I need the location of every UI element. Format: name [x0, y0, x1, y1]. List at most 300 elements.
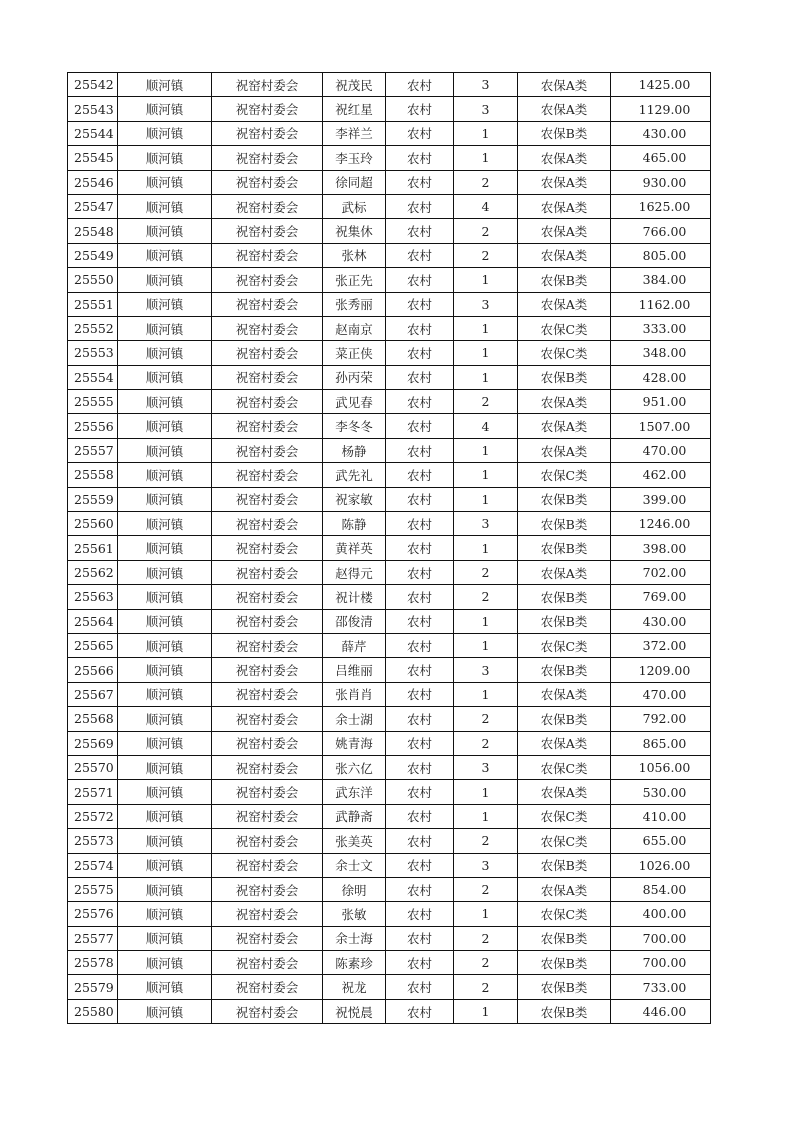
- table-row: [68, 170, 711, 194]
- village-committee-cell: 祝窑村委会: [212, 877, 323, 901]
- table-row: [68, 755, 711, 779]
- village-committee-cell: 祝窑村委会: [212, 829, 323, 853]
- village-committee-cell: 祝窑村委会: [212, 121, 323, 145]
- record-id-cell: 25566: [68, 658, 118, 682]
- table-row: [68, 853, 711, 877]
- town-cell: 顺河镇: [118, 609, 212, 633]
- town-cell: 顺河镇: [118, 707, 212, 731]
- town-cell: 顺河镇: [118, 487, 212, 511]
- insurance-category-cell: 农保B类: [518, 585, 611, 609]
- record-id-cell: 25555: [68, 390, 118, 414]
- village-committee-cell: 祝窑村委会: [212, 975, 323, 999]
- record-id-cell: 25542: [68, 73, 118, 97]
- insurance-category-cell: 农保B类: [518, 536, 611, 560]
- insurance-category-cell: 农保B类: [518, 121, 611, 145]
- table-row: [68, 487, 711, 511]
- person-name-cell: 武先礼: [323, 463, 386, 487]
- household-count-cell: 2: [454, 951, 518, 975]
- town-cell: 顺河镇: [118, 780, 212, 804]
- household-count-cell: 4: [454, 414, 518, 438]
- household-count-cell: 1: [454, 780, 518, 804]
- town-cell: 顺河镇: [118, 829, 212, 853]
- household-count-cell: 1: [454, 682, 518, 706]
- table-row: [68, 341, 711, 365]
- amount-cell: 854.00: [611, 877, 711, 901]
- record-id-cell: 25578: [68, 951, 118, 975]
- household-count-cell: 2: [454, 829, 518, 853]
- insurance-category-cell: 农保A类: [518, 877, 611, 901]
- amount-cell: 700.00: [611, 951, 711, 975]
- area-type-cell: 农村: [386, 243, 454, 267]
- table-row: [68, 365, 711, 389]
- amount-cell: 470.00: [611, 438, 711, 462]
- area-type-cell: 农村: [386, 487, 454, 511]
- table-row: [68, 73, 711, 97]
- amount-cell: 1209.00: [611, 658, 711, 682]
- person-name-cell: 李祥兰: [323, 121, 386, 145]
- table-row: [68, 414, 711, 438]
- insurance-category-cell: 农保B类: [518, 365, 611, 389]
- town-cell: 顺河镇: [118, 926, 212, 950]
- town-cell: 顺河镇: [118, 877, 212, 901]
- person-name-cell: 徐同超: [323, 170, 386, 194]
- area-type-cell: 农村: [386, 97, 454, 121]
- town-cell: 顺河镇: [118, 365, 212, 389]
- record-id-cell: 25571: [68, 780, 118, 804]
- household-count-cell: 2: [454, 219, 518, 243]
- household-count-cell: 2: [454, 585, 518, 609]
- town-cell: 顺河镇: [118, 902, 212, 926]
- household-count-cell: 3: [454, 292, 518, 316]
- village-committee-cell: 祝窑村委会: [212, 341, 323, 365]
- town-cell: 顺河镇: [118, 658, 212, 682]
- record-id-cell: 25573: [68, 829, 118, 853]
- area-type-cell: 农村: [386, 316, 454, 340]
- village-committee-cell: 祝窑村委会: [212, 97, 323, 121]
- record-id-cell: 25547: [68, 194, 118, 218]
- town-cell: 顺河镇: [118, 243, 212, 267]
- insurance-category-cell: 农保A类: [518, 292, 611, 316]
- village-committee-cell: 祝窑村委会: [212, 390, 323, 414]
- amount-cell: 430.00: [611, 609, 711, 633]
- insurance-category-cell: 农保C类: [518, 633, 611, 657]
- area-type-cell: 农村: [386, 780, 454, 804]
- area-type-cell: 农村: [386, 170, 454, 194]
- table-row: [68, 146, 711, 170]
- table-row: [68, 633, 711, 657]
- amount-cell: 655.00: [611, 829, 711, 853]
- town-cell: 顺河镇: [118, 951, 212, 975]
- area-type-cell: 农村: [386, 219, 454, 243]
- table-row: [68, 780, 711, 804]
- table-row: [68, 438, 711, 462]
- record-id-cell: 25567: [68, 682, 118, 706]
- record-id-cell: 25575: [68, 877, 118, 901]
- insurance-category-cell: 农保C类: [518, 316, 611, 340]
- amount-cell: 1129.00: [611, 97, 711, 121]
- amount-cell: 733.00: [611, 975, 711, 999]
- village-committee-cell: 祝窑村委会: [212, 194, 323, 218]
- household-count-cell: 1: [454, 804, 518, 828]
- table-row: [68, 829, 711, 853]
- household-count-cell: 3: [454, 512, 518, 536]
- household-count-cell: 1: [454, 365, 518, 389]
- person-name-cell: 武见春: [323, 390, 386, 414]
- village-committee-cell: 祝窑村委会: [212, 853, 323, 877]
- amount-cell: 372.00: [611, 633, 711, 657]
- table-row: [68, 268, 711, 292]
- table-row: [68, 877, 711, 901]
- area-type-cell: 农村: [386, 877, 454, 901]
- area-type-cell: 农村: [386, 999, 454, 1023]
- amount-cell: 702.00: [611, 560, 711, 584]
- record-id-cell: 25562: [68, 560, 118, 584]
- area-type-cell: 农村: [386, 633, 454, 657]
- record-id-cell: 25557: [68, 438, 118, 462]
- household-count-cell: 2: [454, 390, 518, 414]
- insurance-category-cell: 农保A类: [518, 243, 611, 267]
- insurance-category-cell: 农保C类: [518, 755, 611, 779]
- area-type-cell: 农村: [386, 121, 454, 145]
- record-id-cell: 25548: [68, 219, 118, 243]
- household-count-cell: 1: [454, 902, 518, 926]
- insurance-category-cell: 农保A类: [518, 780, 611, 804]
- household-count-cell: 1: [454, 463, 518, 487]
- town-cell: 顺河镇: [118, 853, 212, 877]
- town-cell: 顺河镇: [118, 170, 212, 194]
- area-type-cell: 农村: [386, 512, 454, 536]
- amount-cell: 400.00: [611, 902, 711, 926]
- person-name-cell: 祝计楼: [323, 585, 386, 609]
- village-committee-cell: 祝窑村委会: [212, 463, 323, 487]
- insurance-category-cell: 农保B类: [518, 487, 611, 511]
- area-type-cell: 农村: [386, 341, 454, 365]
- amount-cell: 399.00: [611, 487, 711, 511]
- record-id-cell: 25543: [68, 97, 118, 121]
- household-count-cell: 1: [454, 999, 518, 1023]
- town-cell: 顺河镇: [118, 316, 212, 340]
- record-id-cell: 25545: [68, 146, 118, 170]
- town-cell: 顺河镇: [118, 536, 212, 560]
- insurance-category-cell: 农保A类: [518, 682, 611, 706]
- insurance-category-cell: 农保A类: [518, 414, 611, 438]
- table-row: [68, 585, 711, 609]
- amount-cell: 470.00: [611, 682, 711, 706]
- amount-cell: 930.00: [611, 170, 711, 194]
- town-cell: 顺河镇: [118, 268, 212, 292]
- household-count-cell: 2: [454, 975, 518, 999]
- record-id-cell: 25552: [68, 316, 118, 340]
- village-committee-cell: 祝窑村委会: [212, 268, 323, 292]
- village-committee-cell: 祝窑村委会: [212, 414, 323, 438]
- person-name-cell: 张林: [323, 243, 386, 267]
- insurance-category-cell: 农保C类: [518, 804, 611, 828]
- record-id-cell: 25556: [68, 414, 118, 438]
- area-type-cell: 农村: [386, 146, 454, 170]
- amount-cell: 805.00: [611, 243, 711, 267]
- village-committee-cell: 祝窑村委会: [212, 536, 323, 560]
- person-name-cell: 吕维丽: [323, 658, 386, 682]
- household-count-cell: 1: [454, 316, 518, 340]
- person-name-cell: 赵南京: [323, 316, 386, 340]
- amount-cell: 410.00: [611, 804, 711, 828]
- town-cell: 顺河镇: [118, 414, 212, 438]
- amount-cell: 1246.00: [611, 512, 711, 536]
- town-cell: 顺河镇: [118, 121, 212, 145]
- village-committee-cell: 祝窑村委会: [212, 146, 323, 170]
- person-name-cell: 徐明: [323, 877, 386, 901]
- insurance-category-cell: 农保C类: [518, 463, 611, 487]
- household-count-cell: 2: [454, 877, 518, 901]
- person-name-cell: 余士文: [323, 853, 386, 877]
- table-row: [68, 194, 711, 218]
- record-id-cell: 25561: [68, 536, 118, 560]
- amount-cell: 333.00: [611, 316, 711, 340]
- village-committee-cell: 祝窑村委会: [212, 512, 323, 536]
- record-id-cell: 25550: [68, 268, 118, 292]
- household-count-cell: 1: [454, 146, 518, 170]
- household-count-cell: 2: [454, 560, 518, 584]
- person-name-cell: 张六亿: [323, 755, 386, 779]
- town-cell: 顺河镇: [118, 292, 212, 316]
- village-committee-cell: 祝窑村委会: [212, 292, 323, 316]
- village-committee-cell: 祝窑村委会: [212, 170, 323, 194]
- person-name-cell: 祝茂民: [323, 73, 386, 97]
- record-id-cell: 25576: [68, 902, 118, 926]
- person-name-cell: 菜正侠: [323, 341, 386, 365]
- insurance-category-cell: 农保A类: [518, 146, 611, 170]
- town-cell: 顺河镇: [118, 390, 212, 414]
- amount-cell: 700.00: [611, 926, 711, 950]
- insurance-category-cell: 农保B类: [518, 975, 611, 999]
- village-committee-cell: 祝窑村委会: [212, 438, 323, 462]
- household-count-cell: 2: [454, 243, 518, 267]
- record-id-cell: 25577: [68, 926, 118, 950]
- record-id-cell: 25572: [68, 804, 118, 828]
- area-type-cell: 农村: [386, 658, 454, 682]
- table-row: [68, 731, 711, 755]
- village-committee-cell: 祝窑村委会: [212, 658, 323, 682]
- household-count-cell: 1: [454, 438, 518, 462]
- village-committee-cell: 祝窑村委会: [212, 487, 323, 511]
- record-id-cell: 25569: [68, 731, 118, 755]
- table-row: [68, 682, 711, 706]
- table-row: [68, 97, 711, 121]
- insurance-category-cell: 农保A类: [518, 560, 611, 584]
- table-row: [68, 316, 711, 340]
- area-type-cell: 农村: [386, 902, 454, 926]
- village-committee-cell: 祝窑村委会: [212, 682, 323, 706]
- insurance-category-cell: 农保B类: [518, 658, 611, 682]
- town-cell: 顺河镇: [118, 999, 212, 1023]
- person-name-cell: 陈素珍: [323, 951, 386, 975]
- amount-cell: 465.00: [611, 146, 711, 170]
- amount-cell: 865.00: [611, 731, 711, 755]
- person-name-cell: 武标: [323, 194, 386, 218]
- roster-table: [67, 72, 711, 1024]
- record-id-cell: 25560: [68, 512, 118, 536]
- town-cell: 顺河镇: [118, 438, 212, 462]
- table-row: [68, 975, 711, 999]
- village-committee-cell: 祝窑村委会: [212, 731, 323, 755]
- area-type-cell: 农村: [386, 438, 454, 462]
- record-id-cell: 25559: [68, 487, 118, 511]
- record-id-cell: 25570: [68, 755, 118, 779]
- household-count-cell: 1: [454, 341, 518, 365]
- amount-cell: 769.00: [611, 585, 711, 609]
- record-id-cell: 25574: [68, 853, 118, 877]
- insurance-category-cell: 农保A类: [518, 731, 611, 755]
- amount-cell: 1425.00: [611, 73, 711, 97]
- person-name-cell: 武静斋: [323, 804, 386, 828]
- insurance-category-cell: 农保A类: [518, 390, 611, 414]
- person-name-cell: 姚青海: [323, 731, 386, 755]
- village-committee-cell: 祝窑村委会: [212, 365, 323, 389]
- person-name-cell: 李冬冬: [323, 414, 386, 438]
- record-id-cell: 25580: [68, 999, 118, 1023]
- area-type-cell: 农村: [386, 194, 454, 218]
- person-name-cell: 张秀丽: [323, 292, 386, 316]
- town-cell: 顺河镇: [118, 975, 212, 999]
- table-row: [68, 609, 711, 633]
- town-cell: 顺河镇: [118, 146, 212, 170]
- town-cell: 顺河镇: [118, 633, 212, 657]
- person-name-cell: 祝集休: [323, 219, 386, 243]
- household-count-cell: 1: [454, 268, 518, 292]
- insurance-category-cell: 农保C类: [518, 902, 611, 926]
- person-name-cell: 祝龙: [323, 975, 386, 999]
- insurance-category-cell: 农保B类: [518, 268, 611, 292]
- household-count-cell: 2: [454, 707, 518, 731]
- table-row: [68, 926, 711, 950]
- village-committee-cell: 祝窑村委会: [212, 902, 323, 926]
- town-cell: 顺河镇: [118, 73, 212, 97]
- record-id-cell: 25558: [68, 463, 118, 487]
- insurance-category-cell: 农保C类: [518, 829, 611, 853]
- record-id-cell: 25553: [68, 341, 118, 365]
- amount-cell: 792.00: [611, 707, 711, 731]
- person-name-cell: 张正先: [323, 268, 386, 292]
- table-row: [68, 219, 711, 243]
- household-count-cell: 2: [454, 731, 518, 755]
- amount-cell: 766.00: [611, 219, 711, 243]
- table-row: [68, 804, 711, 828]
- person-name-cell: 祝悦晨: [323, 999, 386, 1023]
- household-count-cell: 1: [454, 536, 518, 560]
- amount-cell: 1625.00: [611, 194, 711, 218]
- area-type-cell: 农村: [386, 707, 454, 731]
- insurance-category-cell: 农保B类: [518, 609, 611, 633]
- area-type-cell: 农村: [386, 365, 454, 389]
- record-id-cell: 25546: [68, 170, 118, 194]
- village-committee-cell: 祝窑村委会: [212, 219, 323, 243]
- area-type-cell: 农村: [386, 755, 454, 779]
- village-committee-cell: 祝窑村委会: [212, 755, 323, 779]
- record-id-cell: 25579: [68, 975, 118, 999]
- village-committee-cell: 祝窑村委会: [212, 316, 323, 340]
- town-cell: 顺河镇: [118, 731, 212, 755]
- person-name-cell: 余士海: [323, 926, 386, 950]
- area-type-cell: 农村: [386, 292, 454, 316]
- town-cell: 顺河镇: [118, 341, 212, 365]
- household-count-cell: 2: [454, 170, 518, 194]
- person-name-cell: 陈静: [323, 512, 386, 536]
- insurance-category-cell: 农保B类: [518, 951, 611, 975]
- area-type-cell: 农村: [386, 585, 454, 609]
- area-type-cell: 农村: [386, 951, 454, 975]
- village-committee-cell: 祝窑村委会: [212, 707, 323, 731]
- area-type-cell: 农村: [386, 731, 454, 755]
- table-row: [68, 902, 711, 926]
- table-row: [68, 951, 711, 975]
- person-name-cell: 张美英: [323, 829, 386, 853]
- household-count-cell: 1: [454, 487, 518, 511]
- insurance-category-cell: 农保B类: [518, 926, 611, 950]
- table-row: [68, 512, 711, 536]
- insurance-category-cell: 农保A类: [518, 194, 611, 218]
- area-type-cell: 农村: [386, 560, 454, 584]
- area-type-cell: 农村: [386, 463, 454, 487]
- record-id-cell: 25565: [68, 633, 118, 657]
- town-cell: 顺河镇: [118, 97, 212, 121]
- village-committee-cell: 祝窑村委会: [212, 609, 323, 633]
- person-name-cell: 赵得元: [323, 560, 386, 584]
- town-cell: 顺河镇: [118, 560, 212, 584]
- record-id-cell: 25564: [68, 609, 118, 633]
- insurance-category-cell: 农保B类: [518, 999, 611, 1023]
- person-name-cell: 黄祥英: [323, 536, 386, 560]
- person-name-cell: 武东洋: [323, 780, 386, 804]
- person-name-cell: 余士湖: [323, 707, 386, 731]
- village-committee-cell: 祝窑村委会: [212, 999, 323, 1023]
- town-cell: 顺河镇: [118, 219, 212, 243]
- town-cell: 顺河镇: [118, 755, 212, 779]
- town-cell: 顺河镇: [118, 804, 212, 828]
- town-cell: 顺河镇: [118, 512, 212, 536]
- table-row: [68, 243, 711, 267]
- village-committee-cell: 祝窑村委会: [212, 951, 323, 975]
- insurance-category-cell: 农保A类: [518, 97, 611, 121]
- area-type-cell: 农村: [386, 609, 454, 633]
- table-row: [68, 292, 711, 316]
- person-name-cell: 祝家敏: [323, 487, 386, 511]
- household-count-cell: 4: [454, 194, 518, 218]
- amount-cell: 951.00: [611, 390, 711, 414]
- amount-cell: 428.00: [611, 365, 711, 389]
- person-name-cell: 李玉玲: [323, 146, 386, 170]
- household-count-cell: 3: [454, 73, 518, 97]
- table-row: [68, 536, 711, 560]
- area-type-cell: 农村: [386, 268, 454, 292]
- record-id-cell: 25568: [68, 707, 118, 731]
- town-cell: 顺河镇: [118, 585, 212, 609]
- person-name-cell: 孙丙荣: [323, 365, 386, 389]
- village-committee-cell: 祝窑村委会: [212, 585, 323, 609]
- insurance-category-cell: 农保A类: [518, 170, 611, 194]
- amount-cell: 348.00: [611, 341, 711, 365]
- amount-cell: 530.00: [611, 780, 711, 804]
- area-type-cell: 农村: [386, 536, 454, 560]
- area-type-cell: 农村: [386, 853, 454, 877]
- town-cell: 顺河镇: [118, 682, 212, 706]
- area-type-cell: 农村: [386, 829, 454, 853]
- area-type-cell: 农村: [386, 975, 454, 999]
- person-name-cell: 薛芹: [323, 633, 386, 657]
- insurance-category-cell: 农保B类: [518, 512, 611, 536]
- amount-cell: 1507.00: [611, 414, 711, 438]
- household-count-cell: 3: [454, 658, 518, 682]
- amount-cell: 1162.00: [611, 292, 711, 316]
